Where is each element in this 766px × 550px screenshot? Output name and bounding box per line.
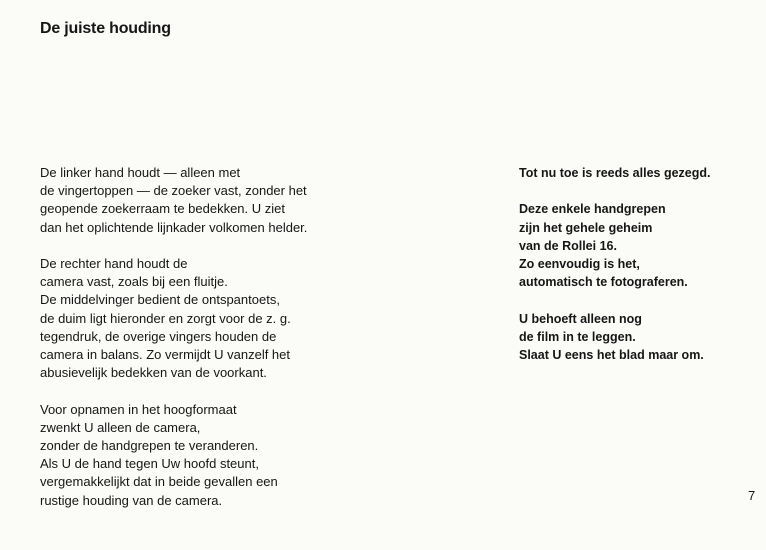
text-line: De rechter hand houdt de [40, 256, 188, 271]
text-line: De linker hand houdt — alleen met [40, 165, 241, 180]
text-line: Als U de hand tegen Uw hoofd steunt, [40, 456, 259, 472]
text-line: Deze enkele handgrepen [519, 202, 666, 217]
text-line: automatisch te fotograferen. [519, 275, 688, 290]
text-line: Voor opnamen in het hoogformaat [40, 401, 237, 417]
text-line: de film in te leggen. [519, 329, 636, 344]
right-paragraph-2 [519, 200, 759, 291]
left-paragraph-1 [40, 164, 360, 237]
text-line: De middelvinger bedient de ontspantoets, [40, 292, 280, 308]
text-line: U behoeft alleen nog [519, 311, 642, 326]
text-line: zijn het gehele geheim [519, 220, 653, 235]
text-line: rustige houding van de camera. [40, 492, 223, 508]
left-column-text [40, 164, 360, 510]
left-paragraph-3 [40, 401, 360, 510]
page-number: 7 [748, 488, 756, 503]
text-line: tegendruk, de overige vingers houden de [40, 328, 277, 344]
text-line: Tot nu toe is reeds alles gezegd. [519, 166, 711, 180]
text-line: zwenkt U alleen de camera, [40, 419, 201, 435]
text-line: geopende zoekerraam te bedekken. U ziet [40, 201, 285, 217]
right-paragraph-3 [519, 310, 759, 365]
text-line: camera in balans. Zo vermijdt U vanzelf het [40, 347, 290, 363]
right-column-text [519, 164, 759, 364]
text-line: zonder de handgrepen te veranderen. [40, 438, 259, 454]
right-paragraph-1 [519, 164, 759, 182]
text-line: camera vast, zoals bij een fluitje. [40, 274, 228, 290]
text-line: abusievelijk bedekken van de voorkant. [40, 365, 267, 381]
text-line: Slaat U eens het blad maar om. [519, 348, 704, 362]
text-line: dan het oplichtende lijnkader volkomen helder. [40, 219, 308, 235]
text-line: van de Rollei 16. [519, 238, 617, 253]
text-line: vergemakkelijkt dat in beide gevallen een [40, 474, 278, 490]
text-line: Zo eenvoudig is het, [519, 257, 640, 271]
left-paragraph-2 [40, 255, 360, 382]
text-line: de duim ligt hieronder en zorgt voor de z. g. [40, 310, 291, 326]
text-line: de vingertoppen — de zoeker vast, zonder het [40, 183, 307, 199]
page-title: De juiste houding [40, 20, 171, 37]
